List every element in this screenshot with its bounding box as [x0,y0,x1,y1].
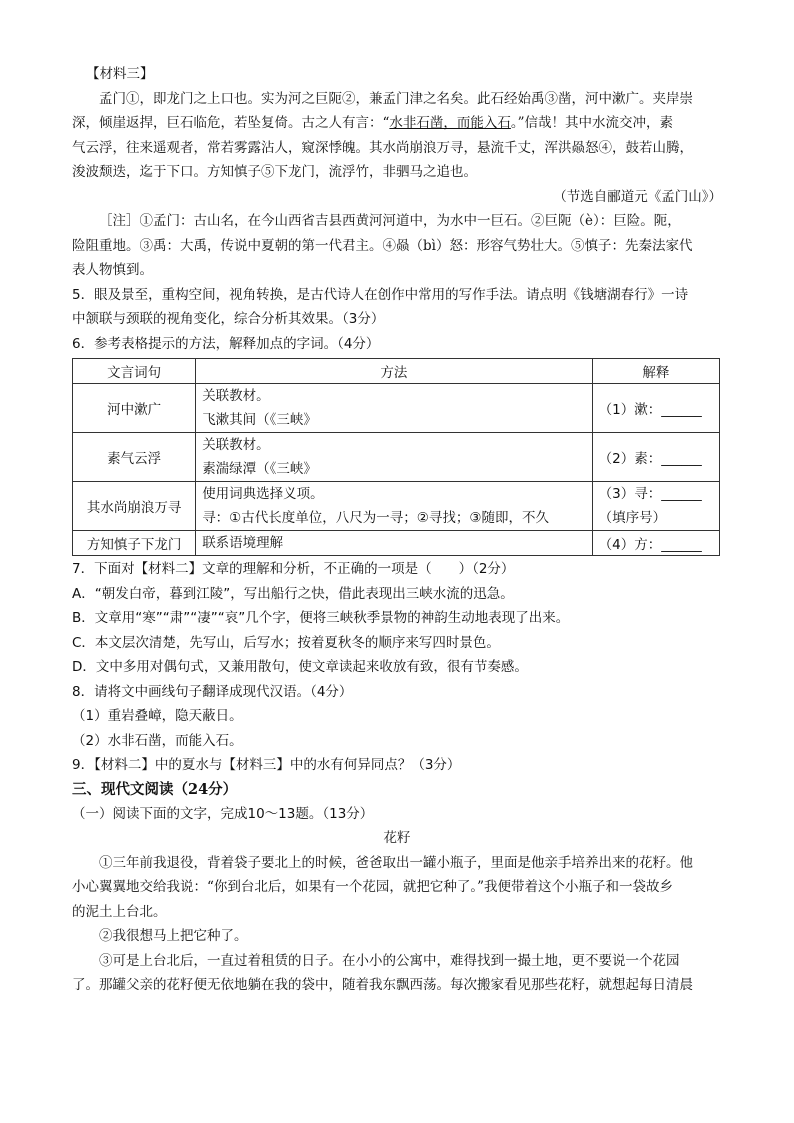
question-8-sentence-2: （2）水非石凿，而能入石。 [72,732,243,749]
option-b[interactable]: B．文章用“寒”“肃”“凄”“哀”几个字，便将三峡秋季景物的神韵生动地表现了出来。 [72,610,570,626]
phrase-cell: 素气云浮 [73,433,196,482]
table-row [73,384,720,433]
table-header: 解释 [592,359,719,384]
method-cell [196,433,592,482]
phrase-cell: 其水尚崩浪万寻 [73,482,196,531]
question-7: 7．下面对【材料二】文章的理解和分析，不正确的一项是（ ）（2分） [72,561,515,577]
method-line: 素湍绿潭（《三峡》 [202,461,317,477]
answer-cell[interactable]: （2）素：______ [592,433,719,482]
question-8: 8．请将文中画线句子翻译成现代汉语。（4分） [72,683,353,700]
method-cell [196,384,592,433]
method-line: 使用词典选择义项。 [202,486,324,502]
table-row [73,482,720,531]
phrase-cell: 河中漱广 [73,384,196,433]
material3-label: 【材料三】 [86,66,154,82]
method-cell [196,531,592,556]
material3-paragraph: 孟门①，即龙门之上口也。实为河之巨阨②，兼孟门津之名矣。此石经始禹③凿，河中漱广。夹岸崇 [99,90,693,107]
article-title: 花籽 [383,830,411,846]
table-header: 方法 [196,359,592,384]
exam-page [72,62,722,998]
answer-cell[interactable] [592,482,719,531]
method-line: 寻：①古代长度单位，八尺为一寻；②寻找；③随即，不久 [202,510,549,526]
material3-paragraph [72,111,722,136]
question-5-cont: 中颔联与颈联的视角变化，综合分析其效果。（3分） [72,311,385,327]
method-line: 联系语境理解 [202,535,284,551]
material3-paragraph: 气云浮，往来遥观者，常若雾露沾人，窥深悸魄。其水尚崩浪万寻，悬流千丈，浑洪赑怒④，鼓若山腾， [72,139,693,156]
table-row [73,433,720,482]
article-paragraph: 的泥土上台北。 [72,903,167,920]
question-8-sentence-1: （1）重岩叠嶂，隐天蔽日。 [72,708,243,724]
article-paragraph: 了。那罐父亲的花籽便无依地躺在我的袋中，随着我东飘西荡。每次搬家看见那些花籽，就想起每日清晨 [72,977,693,993]
question-9: 9．【材料二】中的夏水与【材料三】中的水有何异同点？（3分） [72,757,461,773]
question-6-table [72,358,720,556]
question-5: 5．眼及景至，重构空间，视角转换，是古代诗人在创作中常用的写作手法。请点明《钱塘湖春行》一诗 [72,286,689,303]
method-line: 飞漱其间（《三峡》 [202,412,317,428]
article-paragraph: 小心翼翼地交给我说：“你到台北后，如果有一个花园，就把它种了。”我便带着这个小瓶子和一袋故乡 [72,879,674,895]
phrase-cell: 方知慎子下龙门 [73,531,196,556]
underlined-sentence: 水非石凿，而能入石 [389,115,511,131]
material3-text: 。”信哉！其中水流交冲，素 [510,115,674,131]
table-header-row [73,359,720,384]
answer-cell[interactable]: （4）方：______ [592,531,719,556]
option-d[interactable]: D．文中多用对偶句式，又兼用散句，使文章读起来收放有致，很有节奏感。 [72,659,528,675]
section-subheading: （一）阅读下面的文字，完成10～13题。（13分） [72,805,374,822]
article-paragraph: ③可是上台北后，一直过着租赁的日子。在小小的公寓中，难得找到一撮土地，更不要说一个花园 [99,952,680,969]
question-6: 6．参考表格提示的方法，解释加点的字词。（4分） [72,335,380,352]
material3-paragraph: 浚波颓迭，迄于下口。方知慎子⑤下龙门，流浮竹，非驷马之追也。 [72,164,477,180]
method-line: 关联教材。 [202,437,270,453]
material3-note: ［注］①孟门：古山名，在今山西省吉县西黄河河道中，为水中一巨石。②巨阨（è）：巨险。阨， [99,213,681,229]
table-row [73,531,720,556]
option-c[interactable]: C．本文层次清楚，先写山，后写水；按着夏秋冬的顺序来写四时景色。 [72,634,500,651]
material3-note: 表人物慎到。 [72,262,153,278]
material3-note: 险阻重地。③禹：大禹，传说中夏朝的第一代君主。④赑（bì）怒：形容气势壮大。⑤慎子：先秦法家代 [72,237,693,254]
answer-line: （3）寻：______ [598,486,702,502]
table-header: 文言词句 [73,359,196,384]
material3-source: （节选自郦道元《孟门山》） [553,188,722,205]
material3-text: 深，倾崖返捍，巨石临危，若坠复倚。古之人有言：“ [72,115,390,131]
answer-hint: （填序号） [598,510,667,526]
method-line: 关联教材。 [202,388,270,404]
article-paragraph: ①三年前我退役，背着袋子要北上的时候，爸爸取出一罐小瓶子，里面是他亲手培养出来的花籽。他 [99,854,693,871]
answer-cell[interactable]: （1）漱：______ [592,384,719,433]
option-a[interactable]: A．“朝发白帝，暮到江陵”，写出船行之快，借此表现出三峡水流的迅急。 [72,585,514,602]
section-heading: 三、现代文阅读（24分） [72,780,238,798]
method-cell [196,482,592,531]
article-paragraph: ②我很想马上把它种了。 [99,928,248,944]
